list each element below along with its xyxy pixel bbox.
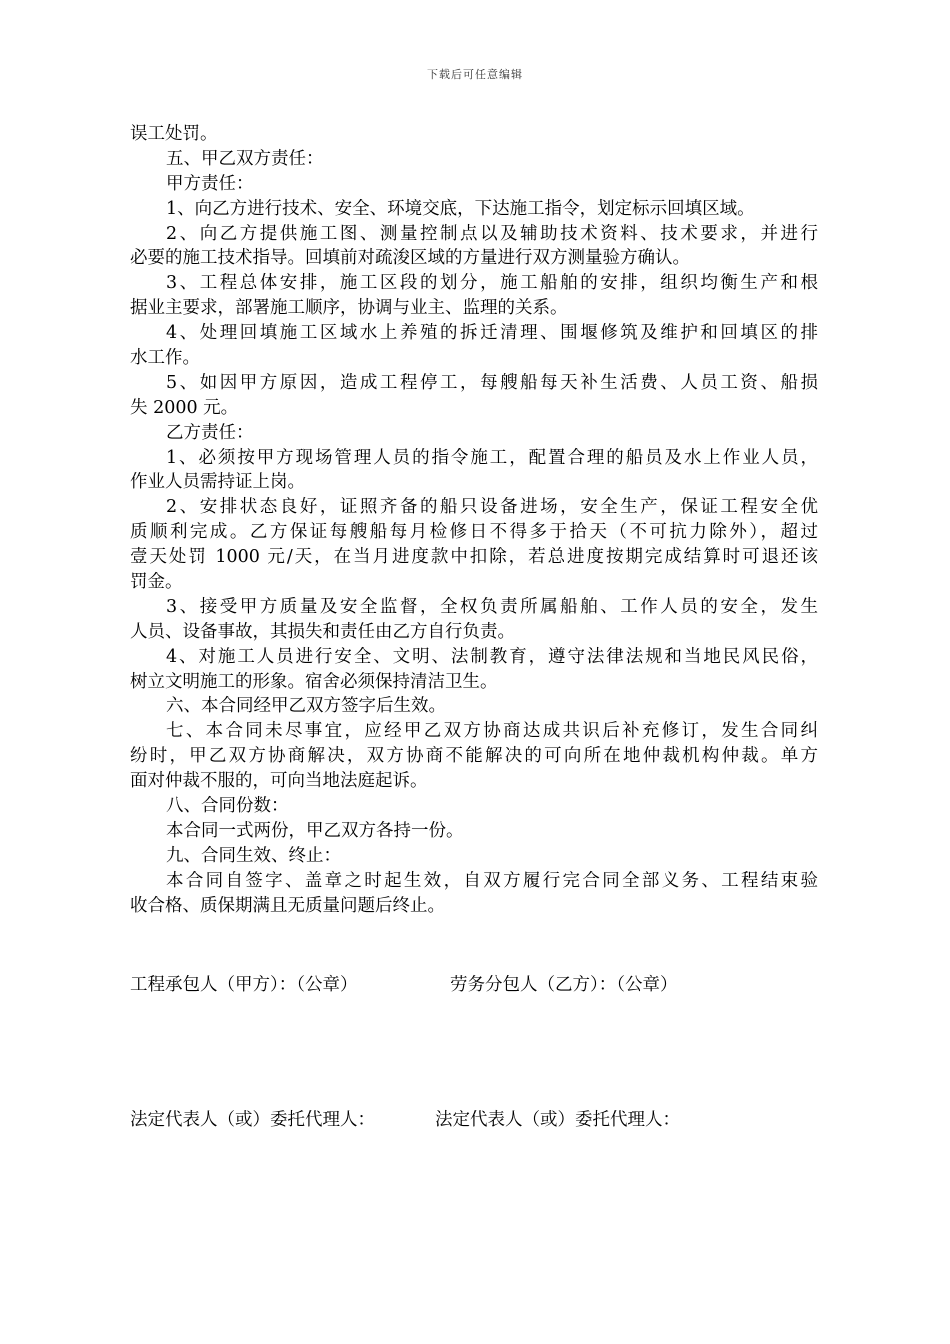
header-note: 下载后可任意编辑 [427,68,523,81]
clause-line: 失 2000 元。 [130,397,239,418]
clause-line: 人员、设备事故，其损失和责任由乙方自行负责。 [130,621,515,642]
clause-line: 收合格、质保期满且无质量问题后终止。 [130,895,445,916]
clause-line: 3、接受甲方质量及安全监督，全权负责所属船舶、工作人员的安全，发生 [166,596,818,617]
clause-line: 4、处理回填施工区域水上养殖的拆迁清理、围堰修筑及维护和回填区的排 [166,323,818,344]
clause-line: 罚金。 [130,572,183,593]
clause-line: 5、如因甲方原因，造成工程停工，每艘船每天补生活费、人员工资、船损 [166,372,818,393]
clause-line: 壹天处罚 1000 元/天，在当月进度款中扣除，若总进度按期完成结算时可退还该 [130,547,818,568]
signature-row-parties [130,971,678,996]
clause-line: 1、向乙方进行技术、安全、环境交底，下达施工指令，划定标示回填区域。 [166,198,755,219]
rep-b-signature-label: 法定代表人（或）委托代理人： [435,1110,680,1130]
signature-row-representatives [130,1106,680,1131]
clause-line: 据业主要求，部署施工顺序，协调与业主、监理的关系。 [130,298,568,319]
contract-body [130,122,818,919]
section-heading: 六、本合同经甲乙双方签字后生效。 [166,696,446,717]
section-heading: 八、合同份数： [166,796,289,817]
section-heading: 九、合同生效、终止： [166,845,341,866]
subsection-heading: 乙方责任： [166,422,254,443]
clause-line: 1、必须按甲方现场管理人员的指令施工，配置合理的船员及水上作业人员， [166,447,818,468]
clause-line: 面对仲裁不服的，可向当地法庭起诉。 [130,771,428,792]
clause-line: 纷时，甲乙双方协商解决，双方协商不能解决的可向所在地仲裁机构仲裁。单方 [130,746,818,767]
clause-line: 3、工程总体安排，施工区段的划分，施工船舶的安排，组织均衡生产和根 [166,273,818,294]
clause-line: 水工作。 [130,348,200,369]
clause-line: 本合同一式两份，甲乙双方各持一份。 [166,820,464,841]
party-b-signature-label: 劳务分包人（乙方）：（公章） [450,975,678,995]
clause-line: 必要的施工技术指导。回填前对疏浚区域的方量进行双方测量验方确认。 [130,248,690,269]
clause-line: 质顺利完成。乙方保证每艘船每月检修日不得多于拾天（不可抗力除外），超过 [130,522,818,543]
clause-line: 本合同自签字、盖章之时起生效，自双方履行完合同全部义务、工程结束验 [166,870,818,891]
rep-a-signature-label: 法定代表人（或）委托代理人： [130,1110,375,1130]
clause-line: 2、安排状态良好，证照齐备的船只设备进场，安全生产，保证工程安全优 [166,497,818,518]
clause-line: 2、向乙方提供施工图、测量控制点以及辅助技术资料、技术要求，并进行 [166,223,818,244]
section-heading: 七、本合同未尽事宜，应经甲乙双方协商达成共识后补充修订，发生合同纠 [166,721,818,742]
section-heading: 五、甲乙双方责任： [166,148,324,169]
paragraph-line: 误工处罚。 [130,124,218,144]
clause-line: 树立文明施工的形象。宿舍必须保持清洁卫生。 [130,671,498,692]
subsection-heading: 甲方责任： [166,173,254,194]
party-a-signature-label: 工程承包人（甲方）：（公章） [130,975,358,995]
clause-line: 作业人员需持证上岗。 [130,472,305,493]
clause-line: 4、对施工人员进行安全、文明、法制教育，遵守法律法规和当地民风民俗， [166,646,818,667]
